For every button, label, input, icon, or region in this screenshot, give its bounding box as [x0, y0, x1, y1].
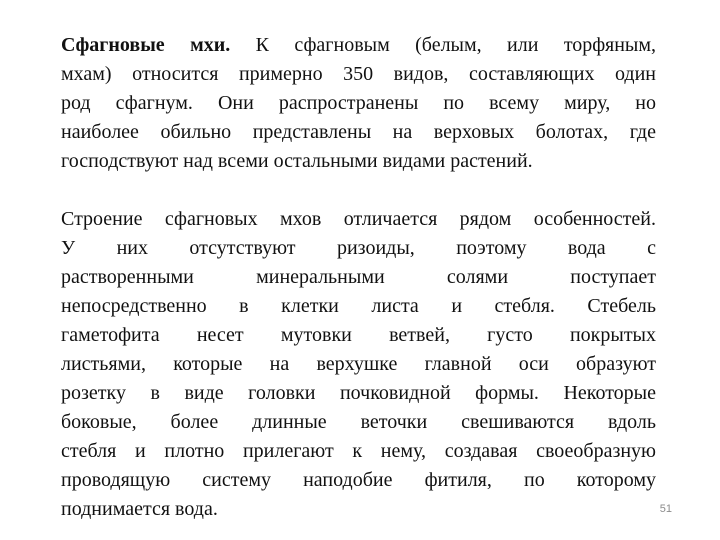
text-line: розетку в виде головки почковидной формы. Некоторые: [61, 382, 656, 404]
text-line: стебля и плотно прилегают к нему, создавая своеобразную: [61, 440, 656, 462]
text-line: гаметофита несет мутовки ветвей, густо покрытых: [61, 324, 656, 346]
text-line: боковые, более длинные веточки свешиваются вдоль: [61, 411, 656, 433]
paragraph-sphagnum-intro: [61, 31, 656, 176]
text-fragment: К сфагновым (белым, или торфяным,: [255, 34, 656, 56]
page-number: 51: [659, 503, 672, 515]
text-line: непосредственно в клетки листа и стебля. Стебель: [61, 295, 656, 317]
text-line: Строение сфагновых мхов отличается рядом особенностей.: [61, 208, 656, 230]
paragraph-sphagnum-structure: [61, 205, 656, 524]
term-heading: Сфагновые мхи.: [61, 34, 231, 56]
text-line: род сфагнум. Они распространены по всему миру, но: [61, 92, 656, 114]
text-line: [61, 31, 656, 60]
text-line: мхам) относится примерно 350 видов, составляющих один: [61, 63, 656, 85]
text-line: поднимается вода.: [61, 498, 218, 520]
text-line: проводящую систему наподобие фитиля, по которому: [61, 469, 656, 491]
text-line: листьями, которые на верхушке главной оси образуют: [61, 353, 656, 375]
text-line: наиболее обильно представлены на верховых болотах, где: [61, 121, 656, 143]
text-line: растворенными минеральными солями поступает: [61, 266, 656, 288]
text-line: У них отсутствуют ризоиды, поэтому вода с: [61, 237, 656, 259]
text-line: господствуют над всеми остальными видами растений.: [61, 150, 533, 172]
